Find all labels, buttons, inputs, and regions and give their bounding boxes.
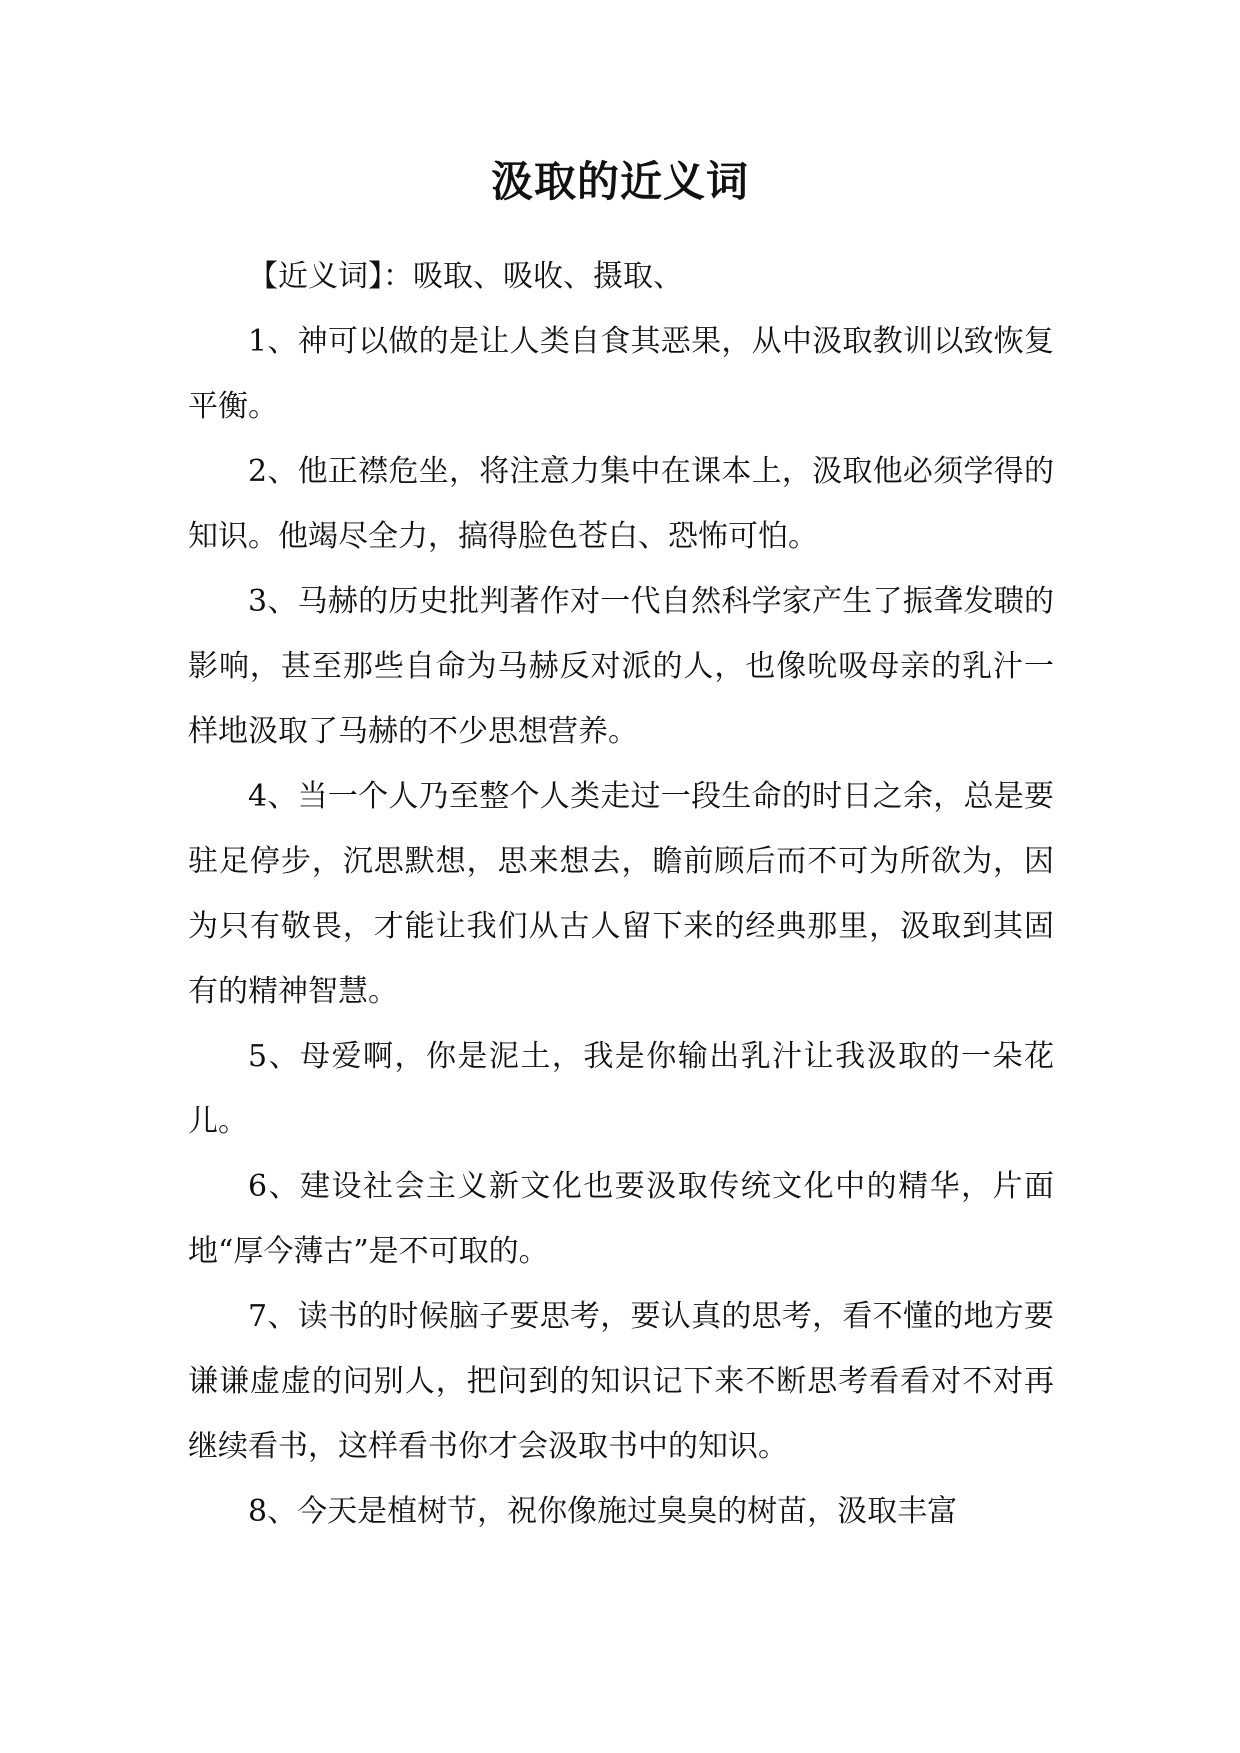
paragraph-example-6: 6、建设社会主义新文化也要汲取传统文化中的精华，片面地“厚今薄古”是不可取的。 [188,1169,1054,1269]
paragraph-example-5: 5、母爱啊，你是泥土，我是你输出乳汁让我汲取的一朵花儿。 [188,1039,1054,1139]
paragraph-example-4: 4、当一个人乃至整个人类走过一段生命的时日之余，总是要驻足停步，沉思默想，思来想去，瞻前顾后而不可为所欲为，因为只有敬畏，才能让我们从古人留下来的经典那里，汲取到其固有的精神智慧。 [188,779,1054,1009]
paragraph-example-1: 1、神可以做的是让人类自食其恶果，从中汲取教训以致恢复平衡。 [188,324,1054,424]
paragraph-example-8: 8、今天是植树节，祝你像施过臭臭的树苗，汲取丰富 [248,1494,958,1529]
paragraph-example-2: 2、他正襟危坐，将注意力集中在课本上，汲取他必须学得的知识。他竭尽全力，搞得脸色苍白、恐怖可怕。 [188,454,1054,554]
document-title: 汲取的近义词 [490,157,749,206]
paragraph-example-7: 7、读书的时候脑子要思考，要认真的思考，看不懂的地方要谦谦虚虚的问别人，把问到的知识记下来不断思考看看对不对再继续看书，这样看书你才会汲取书中的知识。 [188,1299,1054,1464]
paragraph-example-3: 3、马赫的历史批判著作对一代自然科学家产生了振聋发聩的影响，甚至那些自命为马赫反对派的人，也像吮吸母亲的乳汁一样地汲取了马赫的不少思想营养。 [188,584,1054,749]
paragraph-synonyms: 【近义词】：吸取、吸收、摄取、 [248,259,683,294]
document-body [188,244,1054,1544]
